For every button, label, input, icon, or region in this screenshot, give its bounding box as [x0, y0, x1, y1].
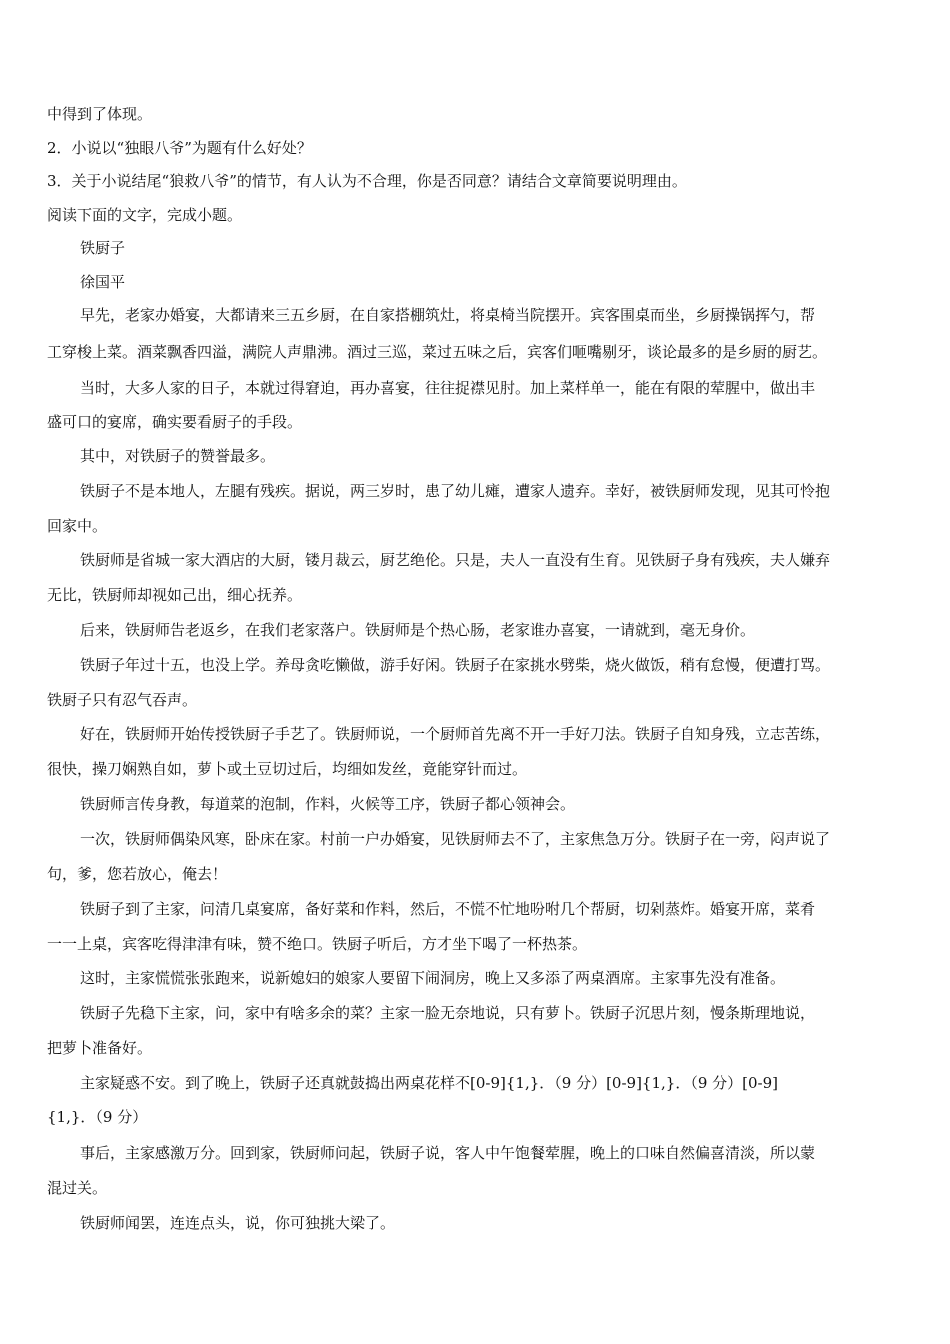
text-line: 铁厨子先稳下主家，问，家中有啥多余的菜？主家一脸无奈地说，只有萝卜。铁厨子沉思片刻，慢条斯理地说， [80, 1004, 816, 1022]
text-line: 早先，老家办婚宴，大都请来三五乡厨，在自家搭棚筑灶，将桌椅当院摆开。宾客围桌而坐，乡厨操锅挥勺，帮 [80, 306, 816, 324]
text-line: 主家疑惑不安。到了晚上，铁厨子还真就鼓捣出两桌花样不[0-9]{1,}．（9 分）[0-9]{1,}．（9 分）[0-9] [80, 1074, 779, 1092]
text-line: 把萝卜准备好。 [47, 1039, 153, 1057]
text-line: 铁厨子不是本地人，左腿有残疾。据说，两三岁时，患了幼儿瘫，遭家人遗弃。幸好，被铁厨师发现，见其可怜抱 [80, 482, 831, 500]
text-line: 铁厨师言传身教，每道菜的泡制，作料，火候等工序，铁厨子都心领神会。 [80, 795, 576, 813]
text-line: 无比，铁厨师却视如己出，细心抚养。 [47, 586, 303, 604]
text-line: {1,}．（9 分） [47, 1108, 148, 1126]
text-line: 混过关。 [47, 1179, 108, 1197]
text-line: 铁厨师是省城一家大酒店的大厨，镂月裁云，厨艺绝伦。只是，夫人一直没有生育。见铁厨子身有残疾，夫人嫌弃 [80, 551, 831, 569]
text-line: 铁厨子只有忍气吞声。 [47, 691, 198, 709]
text-line: 事后，主家感激万分。回到家，铁厨师问起，铁厨子说，客人中午饱餐荤腥，晚上的口味自然偏喜清淡，所以蒙 [80, 1144, 816, 1162]
article-author: 徐国平 [80, 273, 126, 291]
text-line: 盛可口的宴席，确实要看厨子的手段。 [47, 413, 303, 431]
text-line: 铁厨子年过十五，也没上学。养母贪吃懒做，游手好闲。铁厨子在家挑水劈柴，烧火做饭，稍有怠慢，便遭打骂。 [80, 656, 831, 674]
text-line: 后来，铁厨师告老返乡，在我们老家落户。铁厨师是个热心肠，老家谁办喜宴，一请就到，毫无身价。 [80, 621, 756, 639]
text-line: 其中，对铁厨子的赞誉最多。 [80, 447, 276, 465]
text-line: 句，爹，您若放心，俺去！ [47, 865, 228, 883]
text-line: 工穿梭上菜。酒菜飘香四溢，满院人声鼎沸。酒过三巡，菜过五味之后，宾客们咂嘴剔牙，谈论最多的是乡厨的厨艺。 [47, 343, 828, 361]
text-line: 这时，主家慌慌张张跑来，说新媳妇的娘家人要留下闹洞房，晚上又多添了两桌酒席。主家事先没有准备。 [80, 969, 786, 987]
question-2: 2．小说以“独眼八爷”为题有什么好处？ [47, 139, 312, 157]
text-line: 回家中。 [47, 517, 108, 535]
reading-instruction: 阅读下面的文字，完成小题。 [47, 206, 243, 224]
text-line: 好在，铁厨师开始传授铁厨子手艺了。铁厨师说，一个厨师首先离不开一手好刀法。铁厨子自知身残，立志苦练， [80, 725, 831, 743]
text-line: 很快，操刀娴熟自如，萝卜或土豆切过后，均细如发丝，竟能穿针而过。 [47, 760, 528, 778]
article-title: 铁厨子 [80, 239, 126, 257]
text-line: 当时，大多人家的日子，本就过得窘迫，再办喜宴，往往捉襟见肘。加上菜样单一，能在有限的荤腥中，做出丰 [80, 379, 816, 397]
question-3: 3．关于小说结尾“狼救八爷”的情节，有人认为不合理，你是否同意？请结合文章简要说明理由。 [47, 172, 687, 190]
text-line: 铁厨师闻罢，连连点头，说，你可独挑大梁了。 [80, 1214, 396, 1232]
text-line: 一次，铁厨师偶染风寒，卧床在家。村前一户办婚宴，见铁厨师去不了，主家焦急万分。铁厨子在一旁，闷声说了 [80, 830, 831, 848]
text-line: 中得到了体现。 [47, 105, 153, 123]
text-line: 一一上桌，宾客吃得津津有味，赞不绝口。铁厨子听后，方才坐下喝了一杯热茶。 [47, 935, 588, 953]
text-line: 铁厨子到了主家，问清几桌宴席，备好菜和作料，然后，不慌不忙地吩咐几个帮厨，切剁蒸炸。婚宴开席，菜肴 [80, 900, 816, 918]
